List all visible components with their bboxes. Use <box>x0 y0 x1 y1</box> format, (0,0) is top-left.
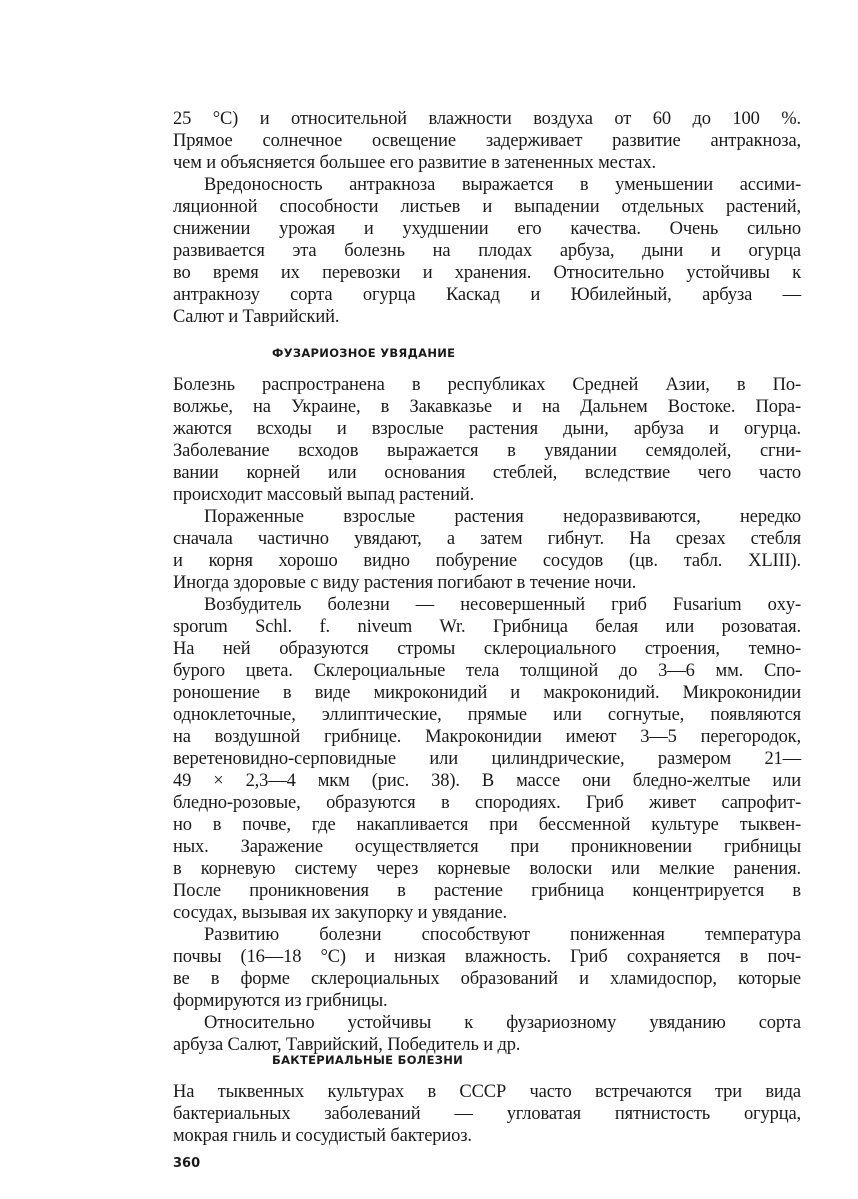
text-line: 49 × 2,3—4 мкм (рис. 38). В массе они бледно-желтые или <box>173 771 801 791</box>
text-line: сначала частично увядают, а затем гибнут. На срезах стебля <box>173 529 801 549</box>
page-number: 360 <box>173 1156 201 1171</box>
text-line: Развитию болезни способствуют пониженная температура <box>204 925 801 945</box>
text-line: сосудах, вызывая их закупорку и увядание. <box>173 903 507 923</box>
text-line: Заболевание всходов выражается в увядании семядолей, сгни- <box>173 441 801 461</box>
paragraph <box>173 374 801 506</box>
text-line: роношение в виде микроконидий и макроконидий. Микроконидии <box>173 683 801 703</box>
paragraph <box>173 1012 801 1056</box>
text-line: sporum Schl. f. niveum Wr. Грибница белая или розоватая. <box>173 617 801 637</box>
paragraph <box>173 174 801 328</box>
text-line: волжье, на Украине, в Закавказье и на Дальнем Востоке. Пора- <box>173 397 801 417</box>
text-block-bacterial <box>173 1081 801 1147</box>
text-line: После проникновения в растение грибница концентрируется в <box>173 881 801 901</box>
text-line: но в почве, где накапливается при бессменной культуре тыквен- <box>173 815 801 835</box>
text-line: чем и объясняется большее его развитие в затененных местах. <box>173 153 657 173</box>
text-line: на воздушной грибнице. Макроконидии имеют 3—5 перегородок, <box>173 727 801 747</box>
text-block-anthracnose <box>173 108 801 328</box>
text-line: вании корней или основания стеблей, вследствие чего часто <box>173 463 801 483</box>
text-line: бурого цвета. Склероциальные тела толщиной до 3—6 мм. Спо- <box>173 661 801 681</box>
text-line: Вредоносность антракноза выражается в уменьшении ассими- <box>204 175 801 195</box>
text-line: Салют и Таврийский. <box>173 307 340 327</box>
paragraph <box>173 506 801 594</box>
paragraph <box>173 108 801 174</box>
text-line: в корневую систему через корневые волоски или мелкие ранения. <box>173 859 801 879</box>
text-line: развивается эта болезнь на плодах арбуза, дыни и огурца <box>173 241 801 261</box>
text-line: арбуза Салют, Таврийский, Победитель и др. <box>173 1035 521 1055</box>
text-line: На тыквенных культурах в СССР часто встречаются три вида <box>173 1082 801 1102</box>
paragraph <box>173 594 801 924</box>
text-line: ве в форме склероциальных образований и хламидоспор, которые <box>173 969 801 989</box>
text-line: одноклеточные, эллиптические, прямые или согнутые, появляются <box>173 705 801 725</box>
text-line: почвы (16—18 °C) и низкая влажность. Гриб сохраняется в поч- <box>173 947 801 967</box>
text-line: ных. Заражение осуществляется при проникновении грибницы <box>173 837 801 857</box>
text-line: антракнозу сорта огурца Каскад и Юбилейный, арбуза — <box>173 285 801 305</box>
text-block-fusarium <box>173 374 801 1056</box>
section-heading-bacterial: БАКТЕРИАЛЬНЫЕ БОЛЕЗНИ <box>272 1053 464 1067</box>
text-line: На ней образуются стромы склероциального строения, темно- <box>173 639 801 659</box>
text-line: Прямое солнечное освещение задерживает развитие антракноза, <box>173 131 801 151</box>
text-line: и корня хорошо видно побурение сосудов (цв. табл. XLIII). <box>173 551 801 571</box>
text-line: бактериальных заболеваний — угловатая пятнистость огурца, <box>173 1104 801 1124</box>
text-line: происходит массовый выпад растений. <box>173 485 475 505</box>
text-line: веретеновидно-серповидные или цилиндрические, размером 21— <box>173 749 801 769</box>
text-line: снижении урожая и ухудшении его качества. Очень сильно <box>173 219 801 239</box>
text-line: Болезнь распространена в республиках Средней Азии, в По- <box>173 375 801 395</box>
text-line: ляционной способности листьев и выпадении отдельных растений, <box>173 197 801 217</box>
text-line: Возбудитель болезни — несовершенный гриб Fusarium oxy- <box>204 595 801 615</box>
text-line: жаются всходы и взрослые растения дыни, арбуза и огурца. <box>173 419 801 439</box>
paragraph <box>173 1081 801 1147</box>
paragraph <box>173 924 801 1012</box>
text-line: во время их перевозки и хранения. Относительно устойчивы к <box>173 263 801 283</box>
text-line: Пораженные взрослые растения недоразвиваются, нередко <box>204 507 801 527</box>
section-heading-fusarium: ФУЗАРИОЗНОЕ УВЯДАНИЕ <box>272 346 456 360</box>
text-line: 25 °C) и относительной влажности воздуха от 60 до 100 %. <box>173 109 801 129</box>
text-line: Иногда здоровые с виду растения погибают в течение ночи. <box>173 573 637 593</box>
text-line: мокрая гниль и сосудистый бактериоз. <box>173 1126 472 1146</box>
text-line: бледно-розовые, образуются в спородиях. Гриб живет сапрофит- <box>173 793 801 813</box>
text-line: Относительно устойчивы к фузариозному увяданию сорта <box>204 1013 801 1033</box>
text-line: формируются из грибницы. <box>173 991 388 1011</box>
